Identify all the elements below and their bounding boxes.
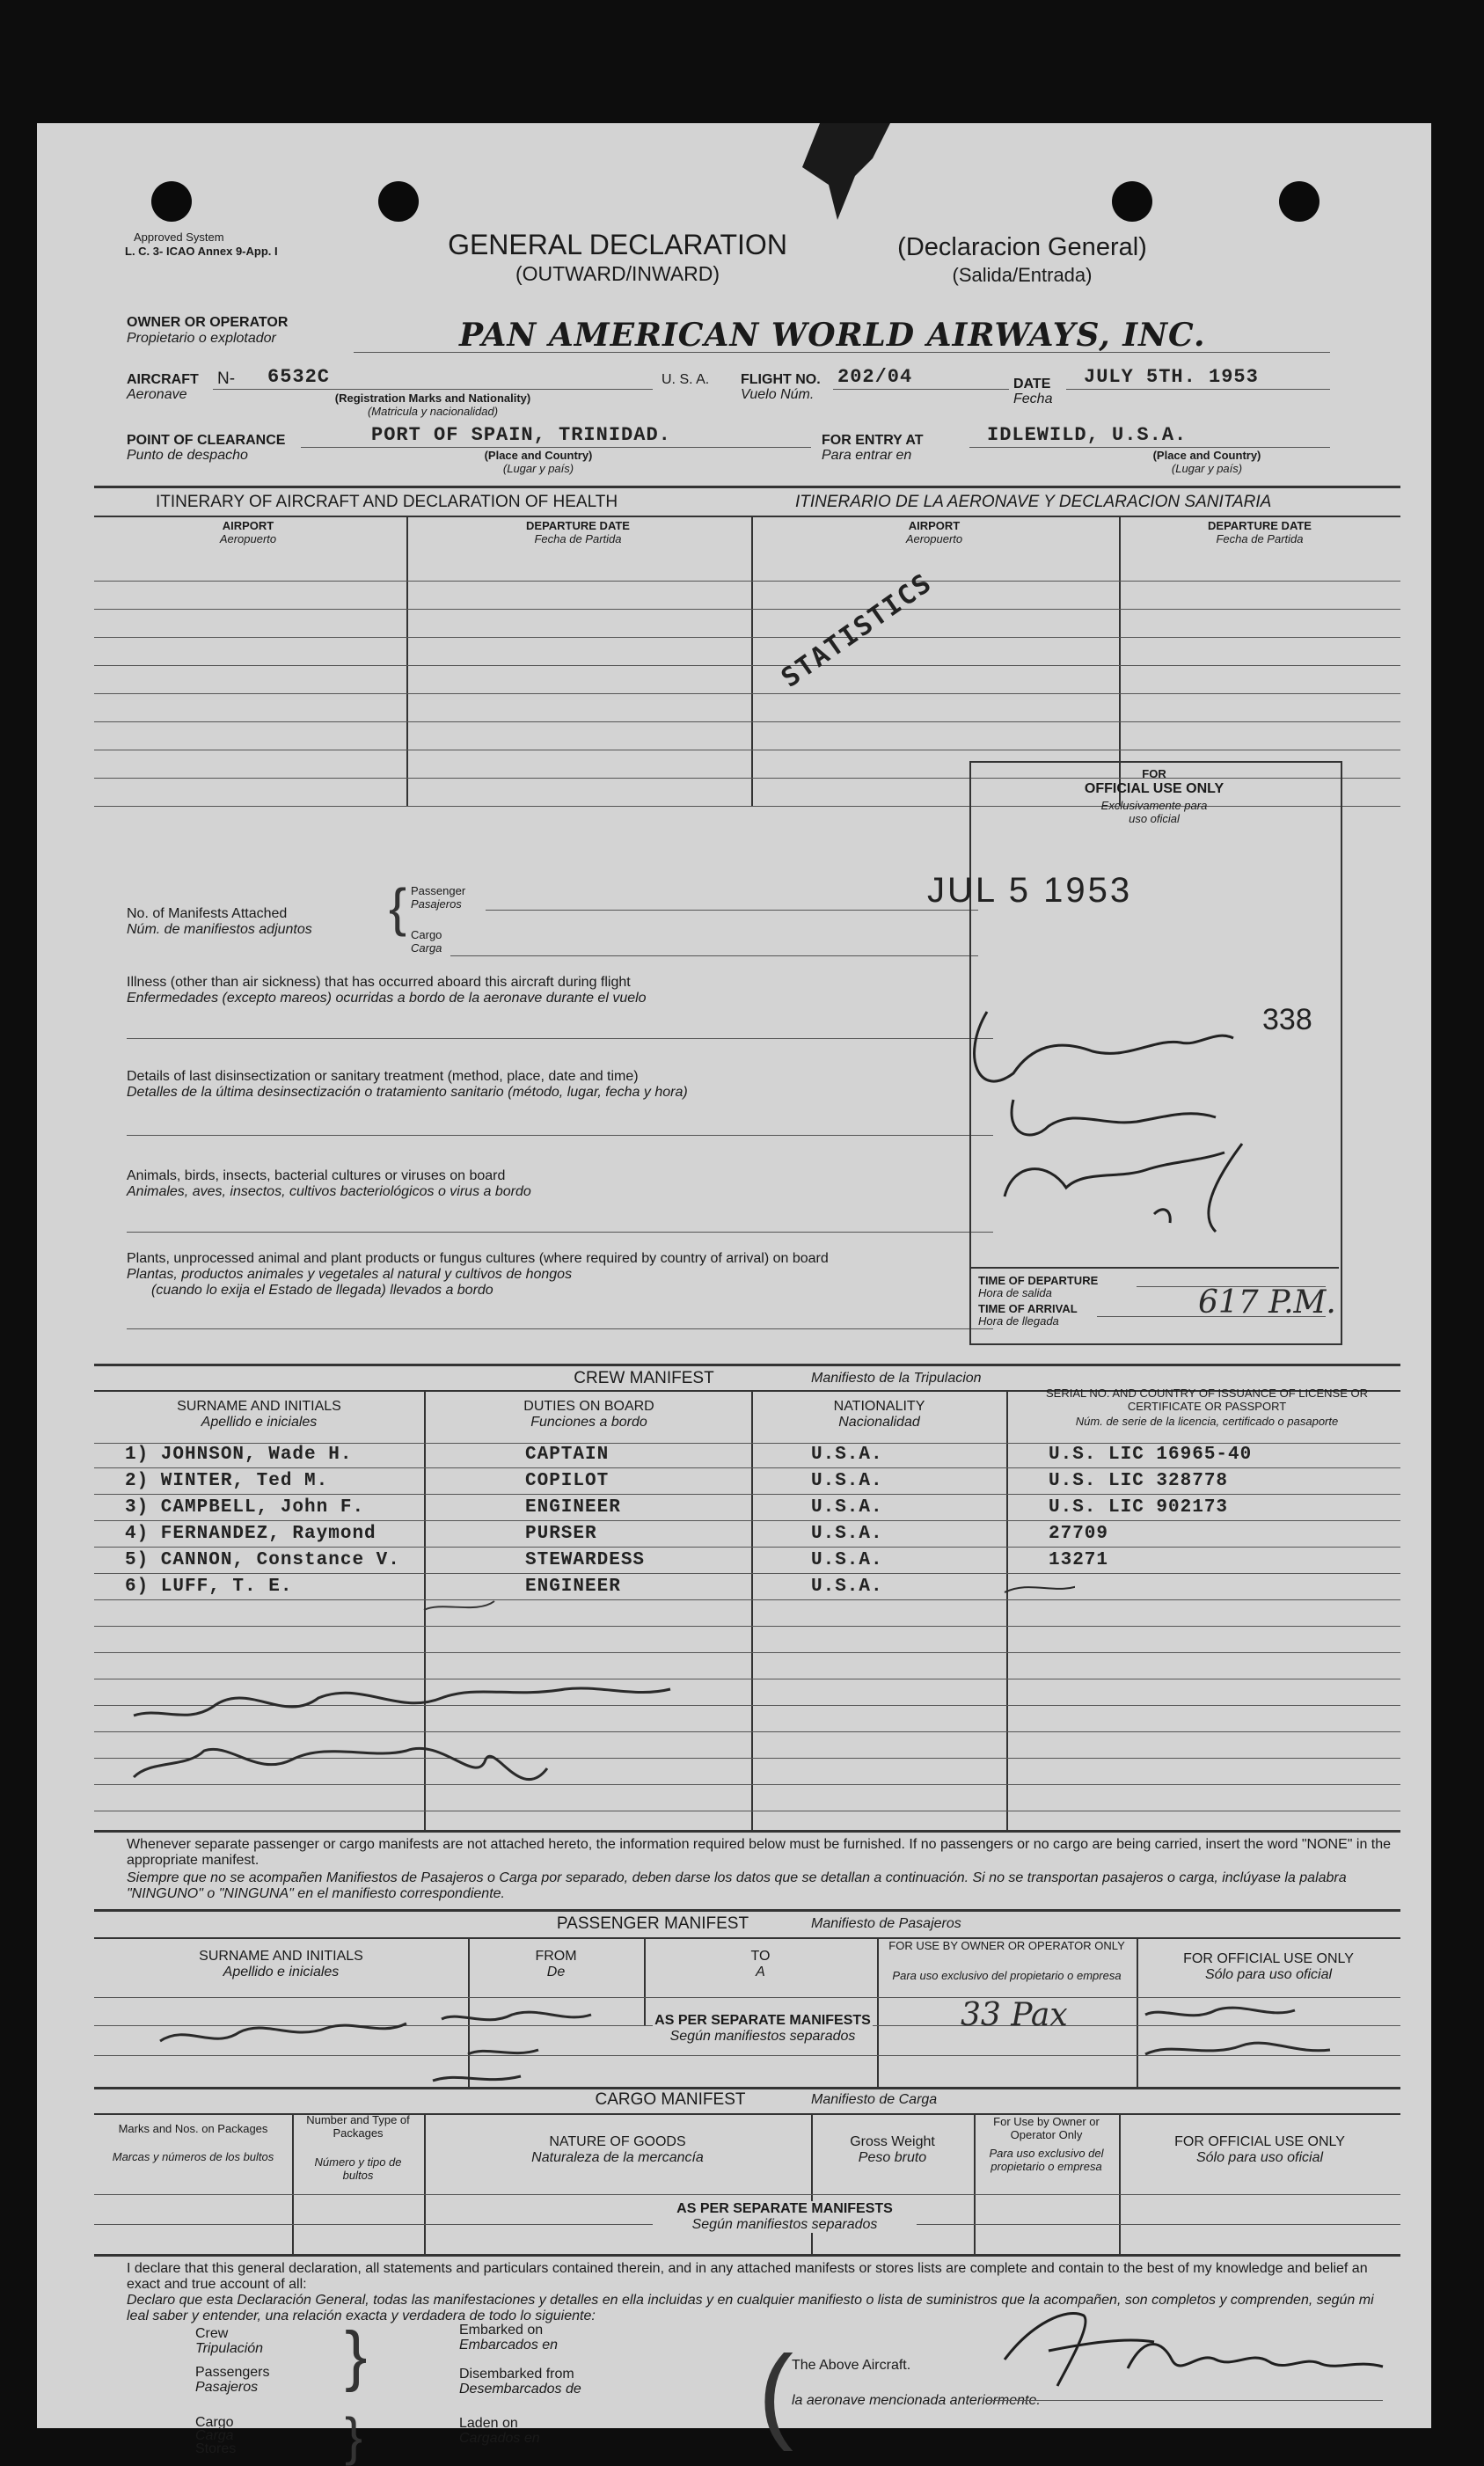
cargo-separate: AS PER SEPARATE MANIFESTS xyxy=(653,2201,917,2217)
crew-row-name: 2) WINTER, Ted M. xyxy=(125,1471,329,1491)
punch-hole xyxy=(1279,181,1320,222)
disinsect-line xyxy=(127,1135,993,1136)
plants-line xyxy=(127,1328,993,1329)
crew-row-name: 6) LUFF, T. E. xyxy=(125,1577,293,1597)
itinerary-row-line xyxy=(94,609,1400,610)
crew-col-name-es: Apellido e iniciales xyxy=(201,1415,318,1430)
passenger-col-owner: FOR USE BY OWNER OR OPERATOR ONLY xyxy=(888,1939,1125,1952)
cargo-col-nature: NATURE OF GOODS xyxy=(549,2134,686,2149)
cargo-title-es: Manifiesto de Carga xyxy=(811,2092,938,2107)
passenger-separate: AS PER SEPARATE MANIFESTS xyxy=(653,2013,873,2029)
cargo-col-number: Number and Type of Packages xyxy=(306,2113,410,2140)
date-stamp: JUL 5 1953 xyxy=(927,871,1133,910)
crew-row-nationality: U.S.A. xyxy=(811,1577,883,1597)
date-label-es: Fecha xyxy=(1013,391,1053,406)
manifest-brace: { xyxy=(389,878,407,937)
decl-bracket: ( xyxy=(758,2334,793,2452)
departure-time-label-es: Hora de salida xyxy=(978,1286,1052,1299)
crew-col-name: SURNAME AND INITIALS xyxy=(177,1399,341,1414)
crew-title-es: Manifiesto de la Tripulacion xyxy=(811,1371,982,1386)
entry-label-es: Para entrar en xyxy=(822,448,912,463)
passenger-col-to-es: A xyxy=(756,1965,765,1979)
disinsect-label-es: Detalles de la última desinsectización o tratamiento sanitario (método, lugar, fecha y hora) xyxy=(127,1085,688,1100)
cargo-header-border xyxy=(94,2113,1400,2115)
cargo-col-owner: For Use by Owner or Operator Only xyxy=(993,2115,1100,2141)
passenger-top-border xyxy=(94,1909,1400,1912)
crew-row-name: 3) CAMPBELL, John F. xyxy=(125,1497,365,1518)
arrival-time-label-es: Hora de llegada xyxy=(978,1314,1059,1328)
crew-col-duties-es: Funciones a bordo xyxy=(530,1415,647,1430)
crew-row-line xyxy=(94,1494,1400,1495)
col-airport: AIRPORT xyxy=(222,519,274,532)
declaration-text: I declare that this general declaration, all statements and particulars contained therein, and in any attached manifests or stores lists are complete and contain to the best of my knowledge and belief an exact and true account of all: xyxy=(127,2261,1368,2292)
clearance-place-note-es: (Lugar y país) xyxy=(502,462,574,475)
clearance-value: PORT OF SPAIN, TRINIDAD. xyxy=(371,424,671,446)
crew-row-nationality: U.S.A. xyxy=(811,1524,883,1544)
owner-underline xyxy=(354,352,1330,353)
illness-label: Illness (other than air sickness) that has occurred aboard this aircraft during flight xyxy=(127,975,631,990)
cargo-col-official: FOR OFFICIAL USE ONLY xyxy=(1174,2134,1345,2149)
declaration-top-border xyxy=(94,2254,1400,2257)
crew-row-duty: ENGINEER xyxy=(525,1577,621,1597)
crew-row-nationality: U.S.A. xyxy=(811,1445,883,1465)
illness-line xyxy=(127,1038,993,1039)
entry-label: FOR ENTRY AT xyxy=(822,433,924,448)
official-title-2: OFFICIAL USE ONLY xyxy=(1084,781,1224,796)
official-time-border xyxy=(971,1267,1339,1269)
registration-note-es: (Matricula y nacionalidad) xyxy=(367,405,499,418)
arrival-time-value: 617 P.M. xyxy=(1198,1284,1336,1321)
statistics-stamp: STATISTICS xyxy=(776,567,939,694)
crew-row-name: 5) CANNON, Constance V. xyxy=(125,1550,400,1570)
crew-row-duty: STEWARDESS xyxy=(525,1550,646,1570)
entry-underline xyxy=(969,447,1330,448)
crew-row-duty: PURSER xyxy=(525,1524,597,1544)
date-label: DATE xyxy=(1013,377,1051,391)
itinerary-row-line xyxy=(94,581,1400,582)
animals-label-es: Animales, aves, insectos, cultivos bacteriológicos o virus a bordo xyxy=(127,1184,531,1199)
passenger-col-official: FOR OFFICIAL USE ONLY xyxy=(1183,1951,1354,1966)
col-departure-2-es: Fecha de Partida xyxy=(1216,532,1304,545)
crew-row-line xyxy=(94,1573,1400,1574)
cargo-col-gross: Gross Weight xyxy=(850,2134,935,2149)
decl-embarked: Embarked on xyxy=(459,2323,544,2338)
date-value: JULY 5TH. 1953 xyxy=(1084,366,1259,388)
crew-row-name: 4) FERNANDEZ, Raymond xyxy=(125,1524,376,1544)
col-departure-2: DEPARTURE DATE xyxy=(1208,519,1312,532)
passenger-col-from-es: De xyxy=(546,1965,566,1979)
crew-row-nationality: U.S.A. xyxy=(811,1550,883,1570)
aircraft-value: 6532C xyxy=(267,366,331,388)
form-title: GENERAL DECLARATION xyxy=(448,229,787,260)
manifest-passenger-es: Pasajeros xyxy=(411,897,462,911)
decl-cargo-item: Stores xyxy=(195,2441,237,2456)
aircraft-underline xyxy=(213,389,653,390)
arrival-time-label: TIME OF ARRIVAL xyxy=(978,1302,1078,1315)
manifest-notice: Whenever separate passenger or cargo manifests are not attached hereto, the information required below must be furnished. If no passengers or no cargo are being carried, insert the word "NONE" in the appropriate manifest. xyxy=(127,1837,1392,1868)
animals-label: Animals, birds, insects, bacterial cultures or viruses on board xyxy=(127,1168,506,1183)
punch-hole xyxy=(151,181,192,222)
entry-place-note: (Place and Country) xyxy=(1152,449,1261,462)
cargo-col-number-es: Número y tipo de bultos xyxy=(314,2155,402,2182)
owner-value: PAN AMERICAN WORLD AIRWAYS, INC. xyxy=(459,317,1206,354)
crew-top-border xyxy=(94,1364,1400,1366)
departure-time-label: TIME OF DEPARTURE xyxy=(978,1274,1099,1287)
manifests-label: No. of Manifests Attached xyxy=(127,906,288,921)
decl-crew: Crew xyxy=(195,2326,229,2341)
cargo-divider xyxy=(292,2113,294,2254)
disinsect-label: Details of last disinsectization or sanitary treatment (method, place, date and time) xyxy=(127,1069,639,1084)
crew-row-line xyxy=(94,1520,1400,1521)
aircraft-prefix: N- xyxy=(217,370,236,388)
cargo-title: CARGO MANIFEST xyxy=(595,2090,746,2109)
crew-row-nationality: U.S.A. xyxy=(811,1497,883,1518)
declaration-text-es: Declaro que esta Declaración General, todas las manifestaciones y detalles en ella incluidas y en cualquier manifiesto o lista de suministros que la acompañen, son completos y comprenden, según mi leal saber y entender, una relación exacta y verdadera de todo lo siguiente: xyxy=(127,2293,1374,2323)
crew-col-serial-es: Núm. de serie de la licencia, certificado o pasaporte xyxy=(1075,1415,1339,1428)
cargo-separate-es: Según manifiestos separados xyxy=(653,2217,917,2233)
flight-label-es: Vuelo Núm. xyxy=(741,387,815,402)
aircraft-country: U. S. A. xyxy=(662,372,710,387)
form-subtitle-es: (Salida/Entrada) xyxy=(952,264,1093,286)
crew-handwritten-scribble xyxy=(107,1575,1075,1804)
passenger-title-es: Manifiesto de Pasajeros xyxy=(811,1916,961,1931)
passenger-hand-count: 33 Pax xyxy=(961,1997,1068,2033)
cargo-divider xyxy=(811,2113,813,2254)
passenger-handwritten-scribble xyxy=(151,1988,1453,2085)
clearance-underline xyxy=(301,447,811,448)
entry-place-note-es: (Lugar y país) xyxy=(1171,462,1243,475)
official-title-es-1: Exclusivamente para xyxy=(1100,799,1208,812)
official-title-1: FOR xyxy=(1142,767,1166,780)
manifest-cargo-es: Carga xyxy=(411,941,442,955)
crew-bottom-border xyxy=(94,1830,1400,1833)
decl-brace-1: } xyxy=(345,2318,368,2393)
itinerary-divider xyxy=(406,516,408,806)
passenger-col-official-es: Sólo para uso oficial xyxy=(1204,1967,1333,1982)
manifest-passenger: Passenger xyxy=(411,884,466,897)
col-airport-es: Aeropuerto xyxy=(219,532,277,545)
itinerary-divider xyxy=(751,516,753,806)
decl-embarked-es: Embarcados en xyxy=(459,2338,559,2353)
clearance-label: POINT OF CLEARANCE xyxy=(127,433,286,448)
approval-code: L. C. 3- ICAO Annex 9-App. I xyxy=(125,245,278,258)
passenger-col-from: FROM xyxy=(535,1949,577,1964)
illness-label-es: Enfermedades (excepto mareos) ocurridas a bordo de la aeronave durante el vuelo xyxy=(127,991,647,1006)
manifest-line xyxy=(450,955,978,956)
crew-row-nationality: U.S.A. xyxy=(811,1471,883,1491)
owner-label: OWNER OR OPERATOR xyxy=(127,315,289,330)
form-title-es: (Declaracion General) xyxy=(897,233,1147,261)
cargo-top-border xyxy=(94,2087,1400,2089)
torn-paper-mark xyxy=(767,123,925,246)
crew-col-nationality-es: Nacionalidad xyxy=(838,1415,920,1430)
clearance-place-note: (Place and Country) xyxy=(484,449,593,462)
crew-row-serial: U.S. LIC 902173 xyxy=(1049,1497,1229,1518)
decl-passengers: Passengers xyxy=(195,2365,270,2380)
official-signature-scribble xyxy=(952,897,1286,1249)
flight-value: 202/04 xyxy=(837,366,913,388)
passenger-col-name: SURNAME AND INITIALS xyxy=(199,1949,363,1964)
plants-label-es-2: (cuando lo exija el Estado de llegada) llevados a bordo xyxy=(151,1283,493,1298)
itinerary-row-line xyxy=(94,693,1400,694)
crew-row-line xyxy=(94,1467,1400,1468)
manifest-cargo: Cargo xyxy=(411,928,442,941)
passenger-title: PASSENGER MANIFEST xyxy=(556,1914,749,1933)
decl-passengers-es: Pasajeros xyxy=(195,2380,259,2395)
itinerary-title-es: ITINERARIO DE LA AERONAVE Y DECLARACION SANITARIA xyxy=(795,493,1272,511)
passenger-col-owner-es: Para uso exclusivo del propietario o empresa xyxy=(892,1969,1122,1982)
decl-laden: Laden on xyxy=(459,2416,518,2431)
approval-line: Approved System xyxy=(134,231,224,244)
date-underline xyxy=(1066,389,1330,390)
itinerary-row-line xyxy=(94,637,1400,638)
official-number: 338 xyxy=(1262,1003,1312,1036)
col-airport-2-es: Aeropuerto xyxy=(905,532,963,545)
punch-hole xyxy=(1112,181,1152,222)
decl-above-aircraft: The Above Aircraft. xyxy=(792,2358,911,2373)
manifest-notice-es: Siempre que no se acompañen Manifiestos de Pasajeros o Carga por separado, deben darse los datos que se detallan a continuación. Si no se transportan pasajeros o carga, inclúyase la palabra "NINGUNO" o "NINGUNA" en el manifiesto correspondiente. xyxy=(127,1870,1347,1901)
plants-label: Plants, unprocessed animal and plant products or fungus cultures (where required by country of arrival) on board xyxy=(127,1251,829,1266)
clearance-label-es: Punto de despacho xyxy=(127,448,248,463)
aircraft-label: AIRCRAFT xyxy=(127,372,199,387)
cargo-col-marks-es: Marcas y números de los bultos xyxy=(112,2150,274,2163)
cargo-col-official-es: Sólo para uso oficial xyxy=(1195,2150,1324,2165)
passenger-header-border xyxy=(94,1937,1400,1939)
crew-col-duties: DUTIES ON BOARD xyxy=(523,1399,654,1414)
cargo-row-line xyxy=(94,2194,1400,2195)
cargo-divider xyxy=(424,2113,426,2254)
itinerary-title: ITINERARY OF AIRCRAFT AND DECLARATION OF HEALTH xyxy=(156,493,618,511)
col-departure: DEPARTURE DATE xyxy=(526,519,630,532)
decl-cargo-item: Cargo xyxy=(195,2415,234,2430)
plants-label-es: Plantas, productos animales y vegetales al natural y cultivos de hongos xyxy=(127,1267,573,1282)
official-title-es-2: uso oficial xyxy=(1129,812,1180,825)
flight-underline xyxy=(833,389,1009,390)
crew-col-nationality: NATIONALITY xyxy=(833,1399,925,1414)
passenger-col-to: TO xyxy=(750,1949,771,1964)
decl-cargo-item: Carga xyxy=(195,2428,234,2443)
crew-row-duty: ENGINEER xyxy=(525,1497,621,1518)
punch-hole xyxy=(378,181,419,222)
crew-row-serial: 27709 xyxy=(1049,1524,1109,1544)
itinerary-top-border xyxy=(94,486,1400,488)
passenger-col-name-es: Apellido e iniciales xyxy=(223,1965,340,1979)
crew-col-serial: SERIAL NO. AND COUNTRY OF ISSUANCE OF LICENSE OR CERTIFICATE OR PASSPORT xyxy=(1046,1387,1368,1413)
animals-line xyxy=(127,1232,993,1233)
passenger-separate-es: Según manifiestos separados xyxy=(653,2029,873,2045)
document-sheet xyxy=(37,123,1431,2466)
decl-disembarked: Disembarked from xyxy=(459,2367,574,2382)
crew-row-serial: U.S. LIC 328778 xyxy=(1049,1471,1229,1491)
cargo-col-gross-es: Peso bruto xyxy=(858,2150,927,2165)
crew-row-duty: COPILOT xyxy=(525,1471,610,1491)
decl-laden-es: Cargados en xyxy=(459,2431,540,2446)
manifests-label-es: Núm. de manifiestos adjuntos xyxy=(127,922,312,937)
crew-title: CREW MANIFEST xyxy=(574,1369,714,1387)
itinerary-row-line xyxy=(94,665,1400,666)
decl-crew-es: Tripulación xyxy=(195,2341,264,2356)
itinerary-row-line xyxy=(94,721,1400,722)
decl-disembarked-es: Desembarcados de xyxy=(459,2382,581,2396)
registration-note: (Registration Marks and Nationality) xyxy=(334,391,531,405)
crew-row-duty: CAPTAIN xyxy=(525,1445,610,1465)
cargo-col-owner-es: Para uso exclusivo del propietario o empresa xyxy=(989,2147,1104,2173)
decl-cargo xyxy=(195,2416,236,2455)
crew-header-bottom xyxy=(94,1443,1400,1444)
cargo-col-marks: Marks and Nos. on Packages xyxy=(118,2122,268,2135)
crew-row-line xyxy=(94,1547,1400,1548)
pilot-signature xyxy=(952,2289,1409,2404)
col-airport-2: AIRPORT xyxy=(908,519,961,532)
decl-above-aircraft-es: la aeronave mencionada anteriormente. xyxy=(792,2393,1041,2408)
itinerary-header-border xyxy=(94,516,1400,517)
crew-row-name: 1) JOHNSON, Wade H. xyxy=(125,1445,353,1465)
flight-label: FLIGHT NO. xyxy=(741,372,821,387)
aircraft-label-es: Aeronave xyxy=(127,387,187,402)
crew-row-serial: U.S. LIC 16965-40 xyxy=(1049,1445,1253,1465)
manifest-line xyxy=(486,910,978,911)
form-subtitle: (OUTWARD/INWARD) xyxy=(515,262,720,285)
crew-row-serial: 13271 xyxy=(1049,1550,1109,1570)
owner-label-es: Propietario o explotador xyxy=(127,331,276,346)
col-departure-es: Fecha de Partida xyxy=(534,532,622,545)
cargo-divider xyxy=(974,2113,976,2254)
decl-brace-2: } xyxy=(345,2407,363,2466)
entry-value: IDLEWILD, U.S.A. xyxy=(987,424,1188,446)
cargo-col-nature-es: Naturaleza de la mercancía xyxy=(531,2150,704,2165)
cargo-divider xyxy=(1119,2113,1121,2254)
